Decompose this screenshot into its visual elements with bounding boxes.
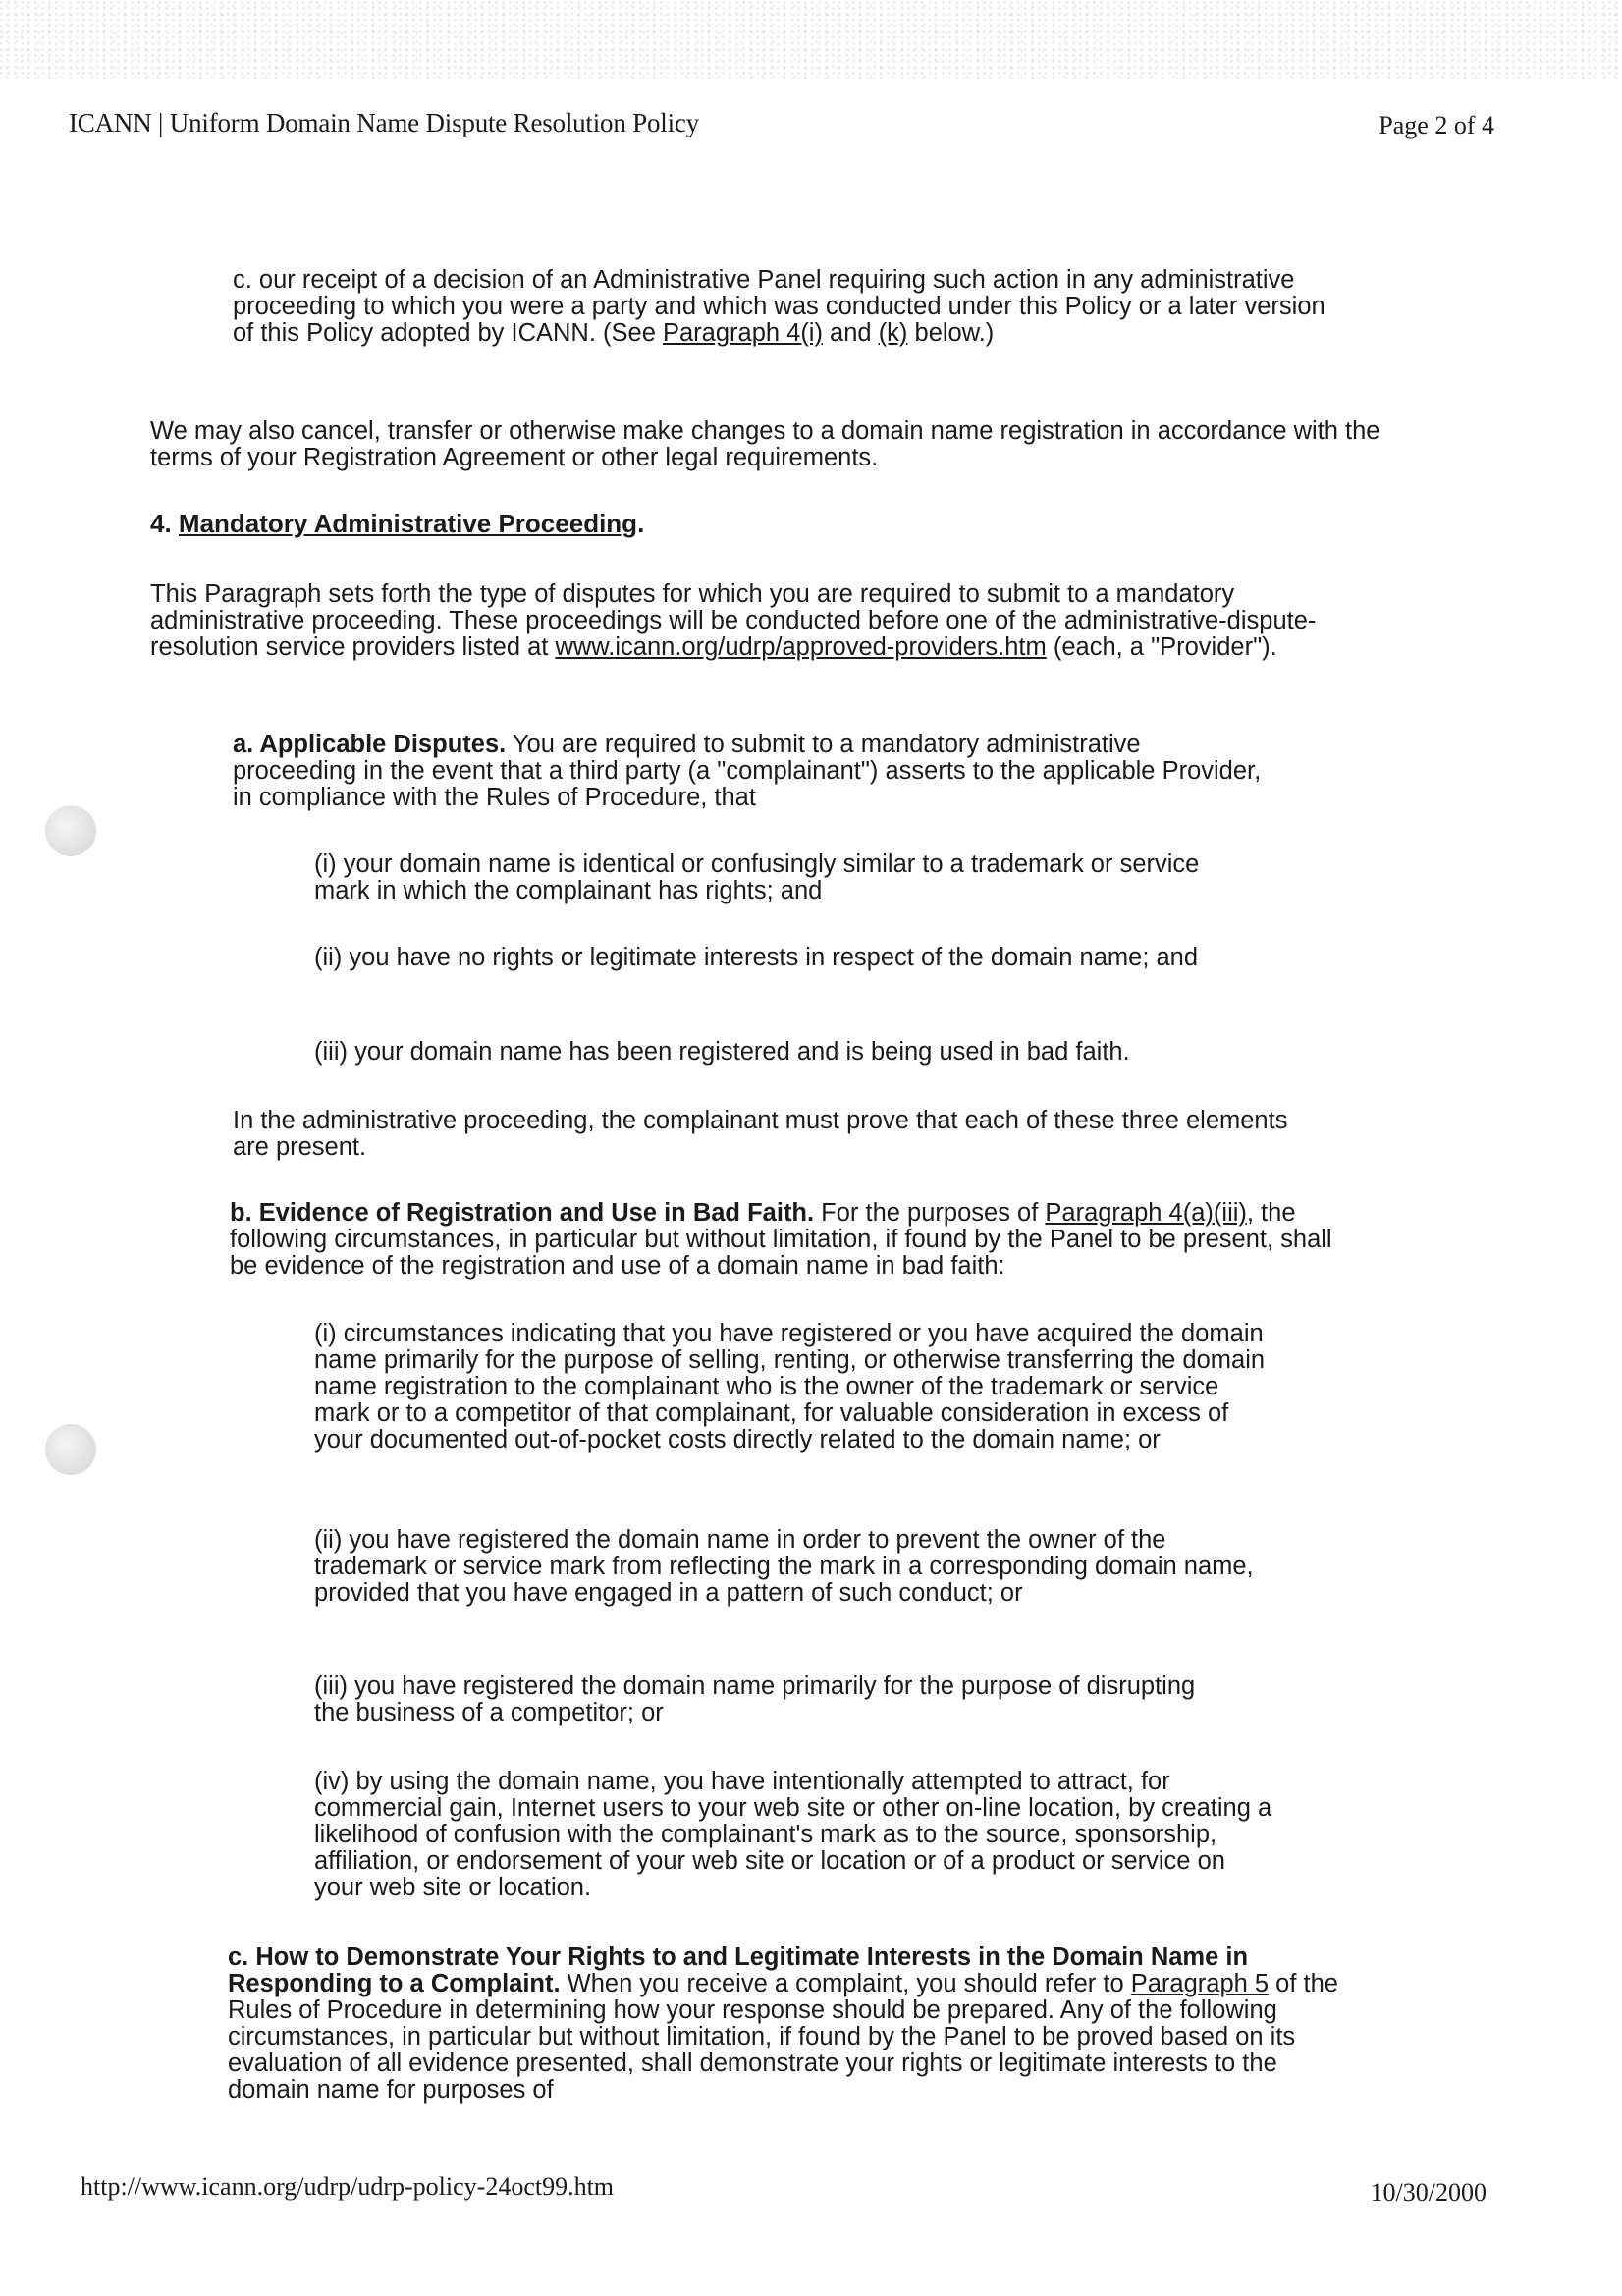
item-b-ii (314, 1527, 1276, 1607)
item-a-iii-text: (iii) your domain name has been registered and is being used in bad faith. (314, 1038, 1130, 1066)
paragraph-a-closing-text: In the administrative proceeding, the complainant must prove that each of these three elements are present. (233, 1107, 1288, 1161)
punch-hole-bottom (45, 1424, 96, 1475)
item-b-iv-text: (iv) by using the domain name, you have intentionally attempted to attract, for commercial gain, Internet users to your web site or other on-line location, by creating a likelihood of confusion with the complainant's mark as to the source, sponsorship, affiliation, or endorsement of your web site or location or of a product or service on your web site or location. (314, 1768, 1272, 1901)
intro-text-1: This Paragraph sets forth the type of disputes for which you are required to submit to a mandatory administrative proceeding. These proceedings will be conducted before one of the administrative-dispute-resolution service providers listed at (150, 580, 1317, 661)
paragraph-section-intro (150, 581, 1368, 661)
item-a-ii (314, 945, 1257, 971)
heading-b-bad-faith: b. Evidence of Registration and Use in Bad Faith. (230, 1199, 815, 1227)
paragraph-b-text-2: , the following circumstances, in particular but without limitation, if found by the Panel to be present, shall be evidence of the registration and use of a domain name in bad faith: (230, 1199, 1332, 1280)
paragraph-also-text: We may also cancel, transfer or otherwise make changes to a domain name registration in accordance with the terms of your Registration Agreement or other legal requirements. (150, 417, 1380, 471)
footer-date: 10/30/2000 (1370, 2178, 1487, 2207)
item-b-iii (314, 1673, 1198, 1726)
paragraph-a-text: You are required to submit to a mandatory administrative proceeding in the event that a third party (a "complainant") asserts to the applicable Provider, in compliance with the Rules of Procedure, that (233, 731, 1262, 811)
item-b-iii-text: (iii) you have registered the domain name primarily for the purpose of disrupting the business of a competitor; or (314, 1672, 1196, 1726)
link-paragraph-4i[interactable]: Paragraph 4(i) (662, 319, 823, 347)
paragraph-a-applicable-disputes (233, 732, 1264, 811)
section-4-title: Mandatory Administrative Proceeding (178, 509, 638, 538)
item-a-i (314, 851, 1217, 904)
section-4-heading (150, 511, 1034, 537)
heading-a-applicable-disputes: a. Applicable Disputes. (233, 731, 507, 758)
scan-noise (0, 0, 1622, 79)
item-b-i (314, 1321, 1276, 1453)
item-b-i-text: (i) circumstances indicating that you have registered or you have acquired the domain name primarily for the purpose of selling, renting, or otherwise transferring the domain name registration to the complainant who is the owner of the trademark or service mark or to a competitor of that complainant, for valuable consideration in excess of your documented out-of-pocket costs directly related to the domain name; or (314, 1320, 1266, 1453)
paragraph-a-closing (233, 1108, 1313, 1161)
link-paragraph-4k[interactable]: (k) (878, 319, 908, 347)
paragraph-c-text-1: c. our receipt of a decision of an Administrative Panel requiring such action in any administrative proceeding to which you were a party and which was conducted under this Policy or a later version of this Policy adopted by ICANN. (See (233, 266, 1325, 347)
link-paragraph-5[interactable]: Paragraph 5 (1130, 1970, 1270, 1997)
item-a-ii-text: (ii) you have no rights or legitimate interests in respect of the domain name; and (314, 944, 1199, 971)
paragraph-b-text-1: For the purposes of (814, 1199, 1046, 1227)
header-title: ICANN | Uniform Domain Name Dispute Resolution Policy (69, 108, 699, 137)
item-b-iv (314, 1769, 1276, 1901)
paragraph-c-text-2: and (822, 319, 879, 347)
intro-text-2: (each, a "Provider"). (1046, 633, 1277, 661)
footer-url: http://www.icann.org/udrp/udrp-policy-24oct99.htm (81, 2172, 615, 2201)
link-paragraph-4aiii[interactable]: Paragraph 4(a)(iii) (1045, 1199, 1247, 1227)
paragraph-c-text-3: below.) (907, 319, 995, 347)
section-4-number: 4. (150, 509, 179, 538)
paragraph-also-cancel (150, 418, 1417, 471)
paragraph-b-bad-faith (230, 1200, 1359, 1280)
item-a-iii (314, 1039, 1296, 1066)
item-a-i-text: (i) your domain name is identical or confusingly similar to a trademark or service mark in which the complainant has rights; and (314, 850, 1200, 904)
page-number: Page 2 of 4 (1379, 111, 1494, 139)
punch-hole-top (45, 805, 96, 856)
item-b-ii-text: (ii) you have registered the domain name in order to prevent the owner of the trademark or service mark from reflecting the mark in a corresponding domain name, provided that you have engaged in a pattern of such conduct; or (314, 1526, 1254, 1607)
paragraph-c2-text-2: of the Rules of Procedure in determining how your response should be prepared. Any of the following circumstances, in particular but without limitation, if found by the Panel to be proved based on its evaluation of all evidence presented, shall demonstrate your rights or legitimate interests to the domain name for purposes of (228, 1970, 1338, 2104)
heading-c-rights-interests: c. How to Demonstrate Your Rights to and Legitimate Interests in the Domain Name in Responding to a Complaint. (228, 1943, 1249, 1997)
paragraph-c2-text-1: When you receive a complaint, you should refer to (560, 1970, 1131, 1997)
section-4-period: . (637, 509, 645, 538)
paragraph-c-receipt (233, 267, 1342, 347)
link-approved-providers[interactable]: www.icann.org/udrp/approved-providers.htm (555, 633, 1047, 661)
paragraph-c-rights-interests (228, 1944, 1357, 2104)
